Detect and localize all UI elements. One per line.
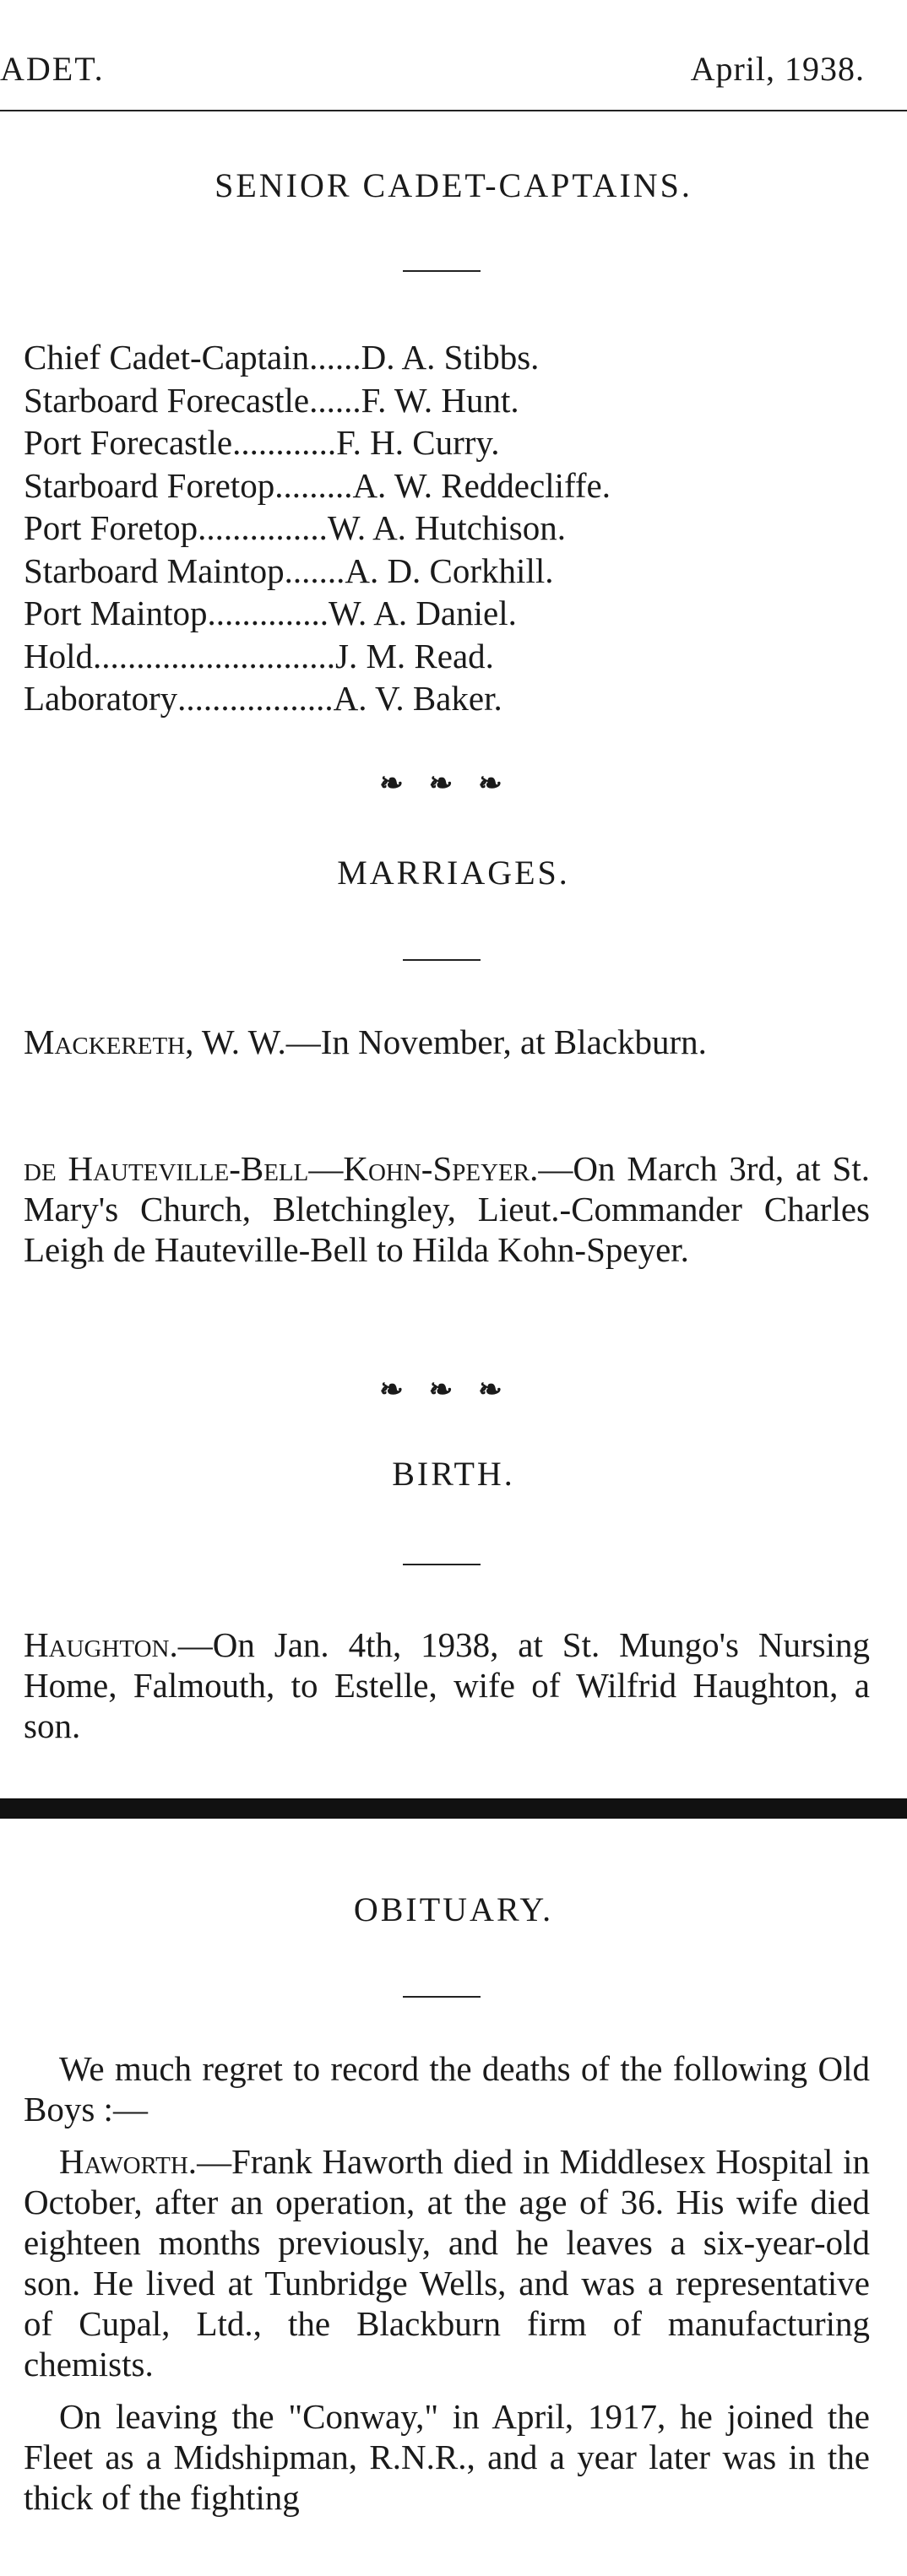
captain-row: Hold ............................ J. M. Read. <box>24 636 494 675</box>
captain-row: Starboard Foretop ......... A. W. Reddecliffe. <box>24 465 611 505</box>
marriage-entry: de Hauteville-Bell—Kohn-Speyer.—On March 3rd, at St. Mary's Church, Bletchingley, Lieut.-Commander Charles Leigh de Hauteville-Bell to Hilda Kohn-Speyer. <box>24 1149 870 1269</box>
obituary-body <box>24 2048 870 2530</box>
section-rule <box>403 1996 481 1998</box>
obituary-intro: We much regret to record the deaths of the following Old Boys :— <box>24 2049 870 2129</box>
captains-list <box>24 336 868 720</box>
captain-row: Port Foretop ............... W. A. Hutchison. <box>24 508 566 547</box>
captain-row: Port Maintop .............. W. A. Daniel. <box>24 594 517 632</box>
obituary-heading: OBITUARY. <box>353 1890 554 1928</box>
section-rule <box>403 1564 481 1565</box>
captain-row: Laboratory .................. A. V. Baker. <box>24 679 502 718</box>
captain-row: Chief Cadet-Captain ...... D. A. Stibbs. <box>24 338 540 377</box>
marriages-heading: MARRIAGES. <box>337 854 570 892</box>
birth-entry: Haughton.—On Jan. 4th, 1938, at St. Mungo's Nursing Home, Falmouth, to Estelle, wife of Wilfrid Haughton, a son. <box>24 1625 870 1745</box>
section-divider <box>0 1798 907 1819</box>
captain-row: Starboard Maintop ....... A. D. Corkhill. <box>24 550 554 590</box>
captain-row: Port Forecastle ............ F. H. Curry. <box>24 423 500 462</box>
section-rule <box>403 270 481 272</box>
page-header <box>0 0 907 115</box>
birth-heading: BIRTH. <box>392 1455 515 1493</box>
captain-row: Starboard Forecastle ...... F. W. Hunt. <box>24 380 519 420</box>
marriage-entry: Mackereth, W. W.—In November, at Blackburn. <box>24 1022 707 1061</box>
senior-captains-heading: SENIOR CADET-CAPTAINS. <box>215 166 692 204</box>
issue-date: April, 1938. <box>690 50 865 88</box>
section-rule <box>403 959 481 961</box>
running-title: ADET. <box>0 50 105 88</box>
fleuron-ornament: ❧❧❧ <box>379 768 528 800</box>
header-rule <box>0 110 907 111</box>
obituary-continuation: On leaving the "Conway," in April, 1917, he joined the Fleet as a Midshipman, R.N.R., and a year later was in the thick of the fighting <box>24 2397 870 2517</box>
fleuron-ornament: ❧❧❧ <box>379 1375 528 1406</box>
obituary-entry: Haworth.—Frank Haworth died in Middlesex Hospital in October, after an operation, at the age of 36. His wife died eighteen months previously, and he leaves a six-year-old son. He lived at Tunbridge Wells, and was a representative of Cupal, Ltd., the Blackburn firm of manufacturing chemists. <box>24 2142 870 2383</box>
